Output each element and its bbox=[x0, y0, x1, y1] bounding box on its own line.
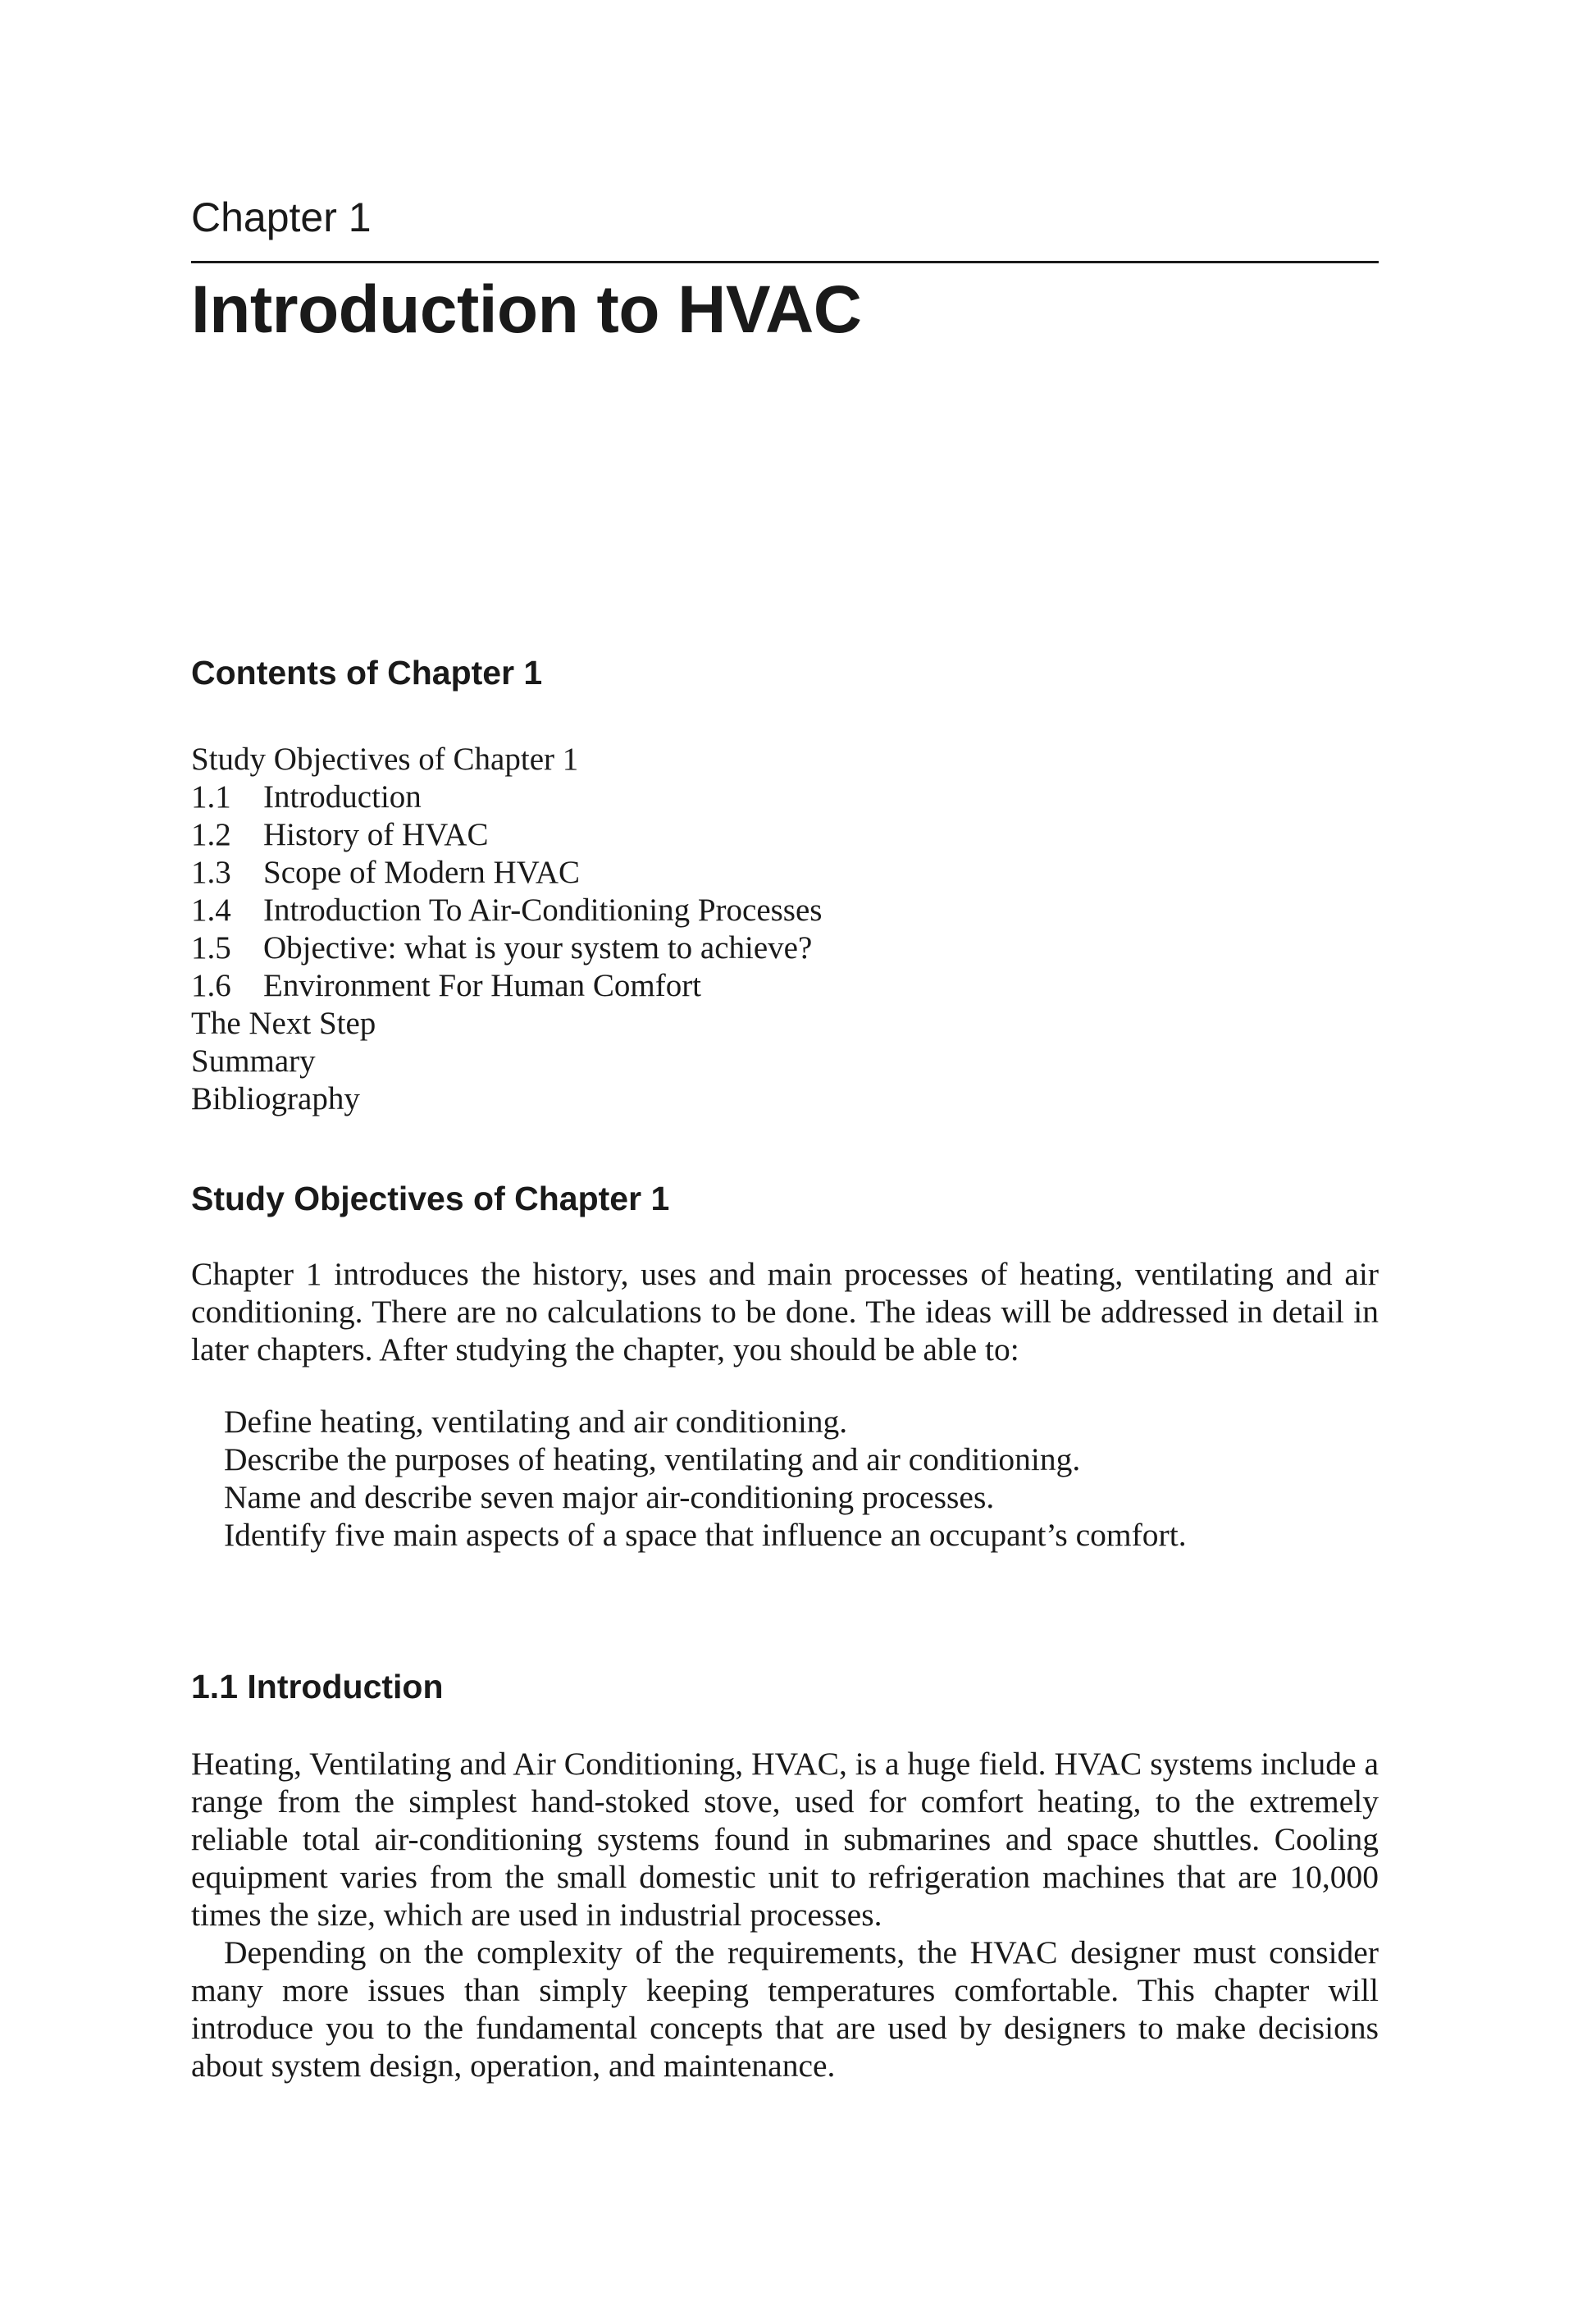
objectives-section bbox=[191, 1182, 1379, 1554]
toc-item-number: 1.5 bbox=[191, 930, 231, 966]
toc-item bbox=[191, 967, 1379, 1005]
objectives-intro: Chapter 1 introduces the history, uses and main processes of heating, ventilating and air conditioning. There are no calculations to be done. The ideas will be addressed in detail in later chapters. After studying the chapter, you should be able to: bbox=[191, 1256, 1379, 1367]
introduction-paragraph: Heating, Ventilating and Air Conditioning, HVAC, is a huge field. HVAC systems include a range from the simplest hand-stoked stove, used for comfort heating, to the extremely reliable total air-conditioning systems found in submarines and space shuttles. Cooling equipment varies from the small domestic unit to refrigeration machines that are 10,000 times the size, which are used in industrial processes. bbox=[191, 1746, 1379, 1933]
toc-item-text: Introduction bbox=[263, 779, 422, 815]
toc-item-text: Summary bbox=[191, 1043, 316, 1079]
toc-item bbox=[191, 929, 1379, 967]
toc-item bbox=[191, 892, 1379, 929]
toc-item-text: Scope of Modern HVAC bbox=[263, 855, 581, 890]
objective-item: Identify five main aspects of a space that influence an occupant’s comfort. bbox=[224, 1517, 1187, 1553]
toc-item-text: Objective: what is your system to achieve? bbox=[263, 930, 813, 966]
toc-item bbox=[191, 778, 1379, 816]
toc-item-text: Study Objectives of Chapter 1 bbox=[191, 742, 579, 777]
objective-item: Describe the purposes of heating, ventilating and air conditioning. bbox=[224, 1441, 1081, 1477]
toc-item-text: The Next Step bbox=[191, 1006, 376, 1041]
chapter-rule bbox=[191, 261, 1379, 263]
contents-heading: Contents of Chapter 1 bbox=[191, 654, 543, 692]
toc-item-text: Bibliography bbox=[191, 1081, 360, 1116]
toc-item bbox=[191, 741, 1379, 778]
toc-item-number: 1.1 bbox=[191, 779, 231, 815]
introduction-heading: 1.1 Introduction bbox=[191, 1668, 444, 1705]
introduction-section bbox=[191, 1670, 1379, 2084]
toc-item bbox=[191, 1043, 1379, 1080]
toc-item bbox=[191, 1005, 1379, 1043]
toc-item-text: Introduction To Air-Conditioning Processes bbox=[263, 893, 823, 928]
toc-item-number: 1.6 bbox=[191, 968, 231, 1003]
objectives-list bbox=[191, 1403, 1379, 1554]
introduction-paragraph: Depending on the complexity of the requirements, the HVAC designer must consider many more issues than simply keeping temperatures comfortable. This chapter will introduce you to the fundamental concepts that are used by designers to make decisions about system design, operation, and maintenance. bbox=[191, 1934, 1379, 2084]
toc-item-number: 1.2 bbox=[191, 817, 231, 852]
chapter-title: Introduction to HVAC bbox=[191, 272, 862, 347]
objective-item: Name and describe seven major air-conditioning processes. bbox=[224, 1479, 995, 1515]
toc-item bbox=[191, 1080, 1379, 1118]
toc-item-number: 1.4 bbox=[191, 893, 231, 928]
toc-item-number: 1.3 bbox=[191, 855, 231, 890]
objective-item: Define heating, ventilating and air conditioning. bbox=[224, 1404, 848, 1440]
contents-section bbox=[191, 656, 1379, 1118]
toc-item-text: History of HVAC bbox=[263, 817, 489, 852]
toc-item-text: Environment For Human Comfort bbox=[263, 968, 702, 1003]
contents-list bbox=[191, 741, 1379, 1118]
toc-item bbox=[191, 854, 1379, 892]
objectives-heading: Study Objectives of Chapter 1 bbox=[191, 1180, 670, 1217]
chapter-label: Chapter 1 bbox=[191, 194, 372, 240]
toc-item bbox=[191, 816, 1379, 854]
